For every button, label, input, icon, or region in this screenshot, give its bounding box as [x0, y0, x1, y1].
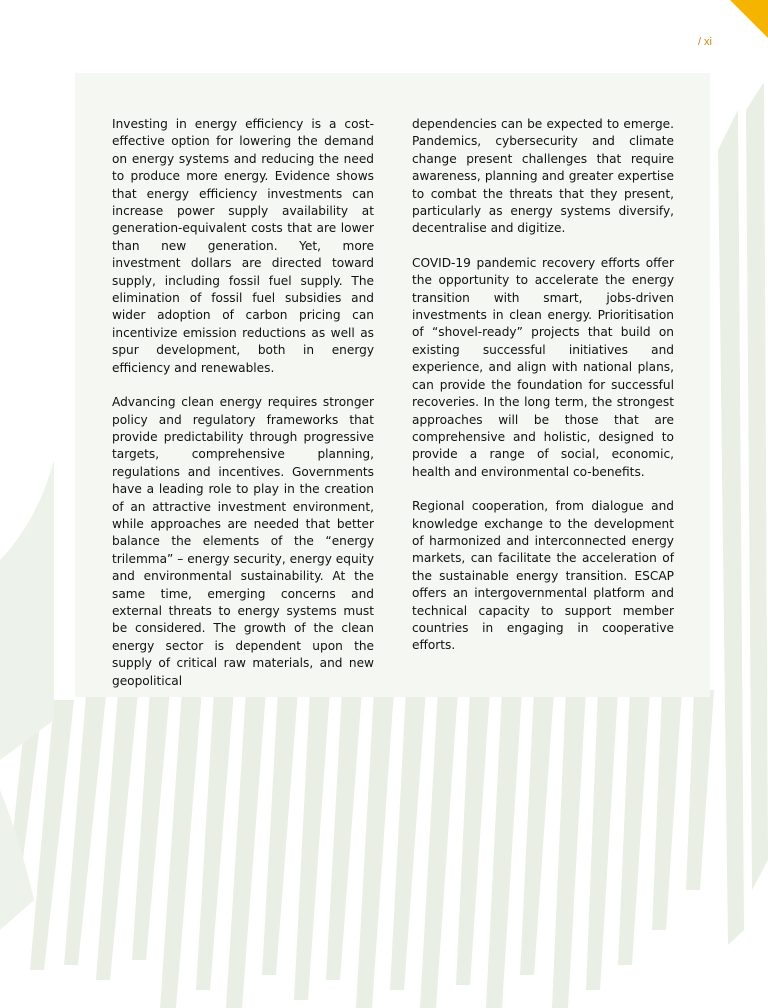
stripe	[746, 82, 768, 890]
stripe	[294, 690, 330, 1000]
corner-accent	[730, 0, 768, 38]
left-column	[112, 116, 374, 707]
stripe	[486, 690, 522, 1008]
stripe	[356, 690, 394, 1008]
stripe	[390, 690, 426, 990]
paragraph: dependencies can be expected to emerge. Pandemics, cybersecurity and climate change present challenges that require awareness, planning and greater expertise to combat the threats that they present, particularly as energy systems diversify, decentralise and digitize.	[412, 117, 674, 236]
paragraph: COVID-19 pandemic recovery efforts offer the opportunity to accelerate the energy transition with smart, jobs-driven investments in clean energy. Prioritisation of “shovel-ready” projects that build on existing successful initiatives and experience, and align with national plans, can provide the foundation for successful recoveries. In the long term, the strongest approaches will be those that are comprehensive and holistic, designed to provide a range of social, economic, health and environmental co-benefits.	[412, 255, 674, 479]
stripe	[520, 690, 554, 975]
stripe	[652, 690, 682, 930]
two-column-layout	[112, 116, 674, 707]
paragraph: Advancing clean energy requires stronger policy and regulatory frameworks that provide predictability through progressive targets, comprehensive planning, regulations and incentives. Governments have a leading role to play in the creation of an attractive investment environment, while approaches are needed that better balance the elements of the “energy trilemma” – energy security, energy equity and environmental sustainability. At the same time, emerging concerns and external threats to energy systems must be considered. The growth of the clean energy sector is dependent upon the supply of critical raw materials, and new geopolitical	[112, 395, 374, 688]
text-panel	[75, 73, 710, 697]
stripe	[96, 692, 138, 980]
paragraph: Regional cooperation, from dialogue and knowledge exchange to the development of harmonized and interconnected energy markets, can facilitate the acceleration of the sustainable energy transition. ESCAP offers an intergovernmental platform and technical capacity to support member countries in engaging in cooperative efforts.	[412, 499, 674, 653]
stripe	[196, 690, 234, 990]
stripe	[456, 690, 490, 985]
left-wave-shape	[0, 460, 54, 760]
stripe	[686, 690, 714, 890]
stripe	[586, 690, 618, 990]
stripe	[326, 690, 362, 980]
stripe	[552, 690, 586, 1008]
stripe	[262, 690, 298, 975]
page-number: / xi	[697, 36, 712, 48]
stripe	[64, 695, 106, 965]
stripe	[226, 690, 266, 1008]
stripe	[420, 690, 458, 1008]
stripe	[132, 690, 170, 960]
stripe	[718, 110, 744, 945]
stripe	[618, 690, 650, 965]
paragraph: Investing in energy efficiency is a cost-effective option for lowering the demand on energy systems and reducing the need to produce more energy. Evidence shows that energy efficiency investments can increase power supply availability at generation-equivalent costs that are lower than new generation. Yet, more investment dollars are directed toward supply, including fossil fuel supply. The elimination of fossil fuel subsidies and wider adoption of carbon pricing can incentivize emission reductions as well as spur development, both in energy efficiency and renewables.	[112, 117, 374, 375]
stripe	[160, 690, 202, 1008]
right-column	[412, 116, 674, 707]
